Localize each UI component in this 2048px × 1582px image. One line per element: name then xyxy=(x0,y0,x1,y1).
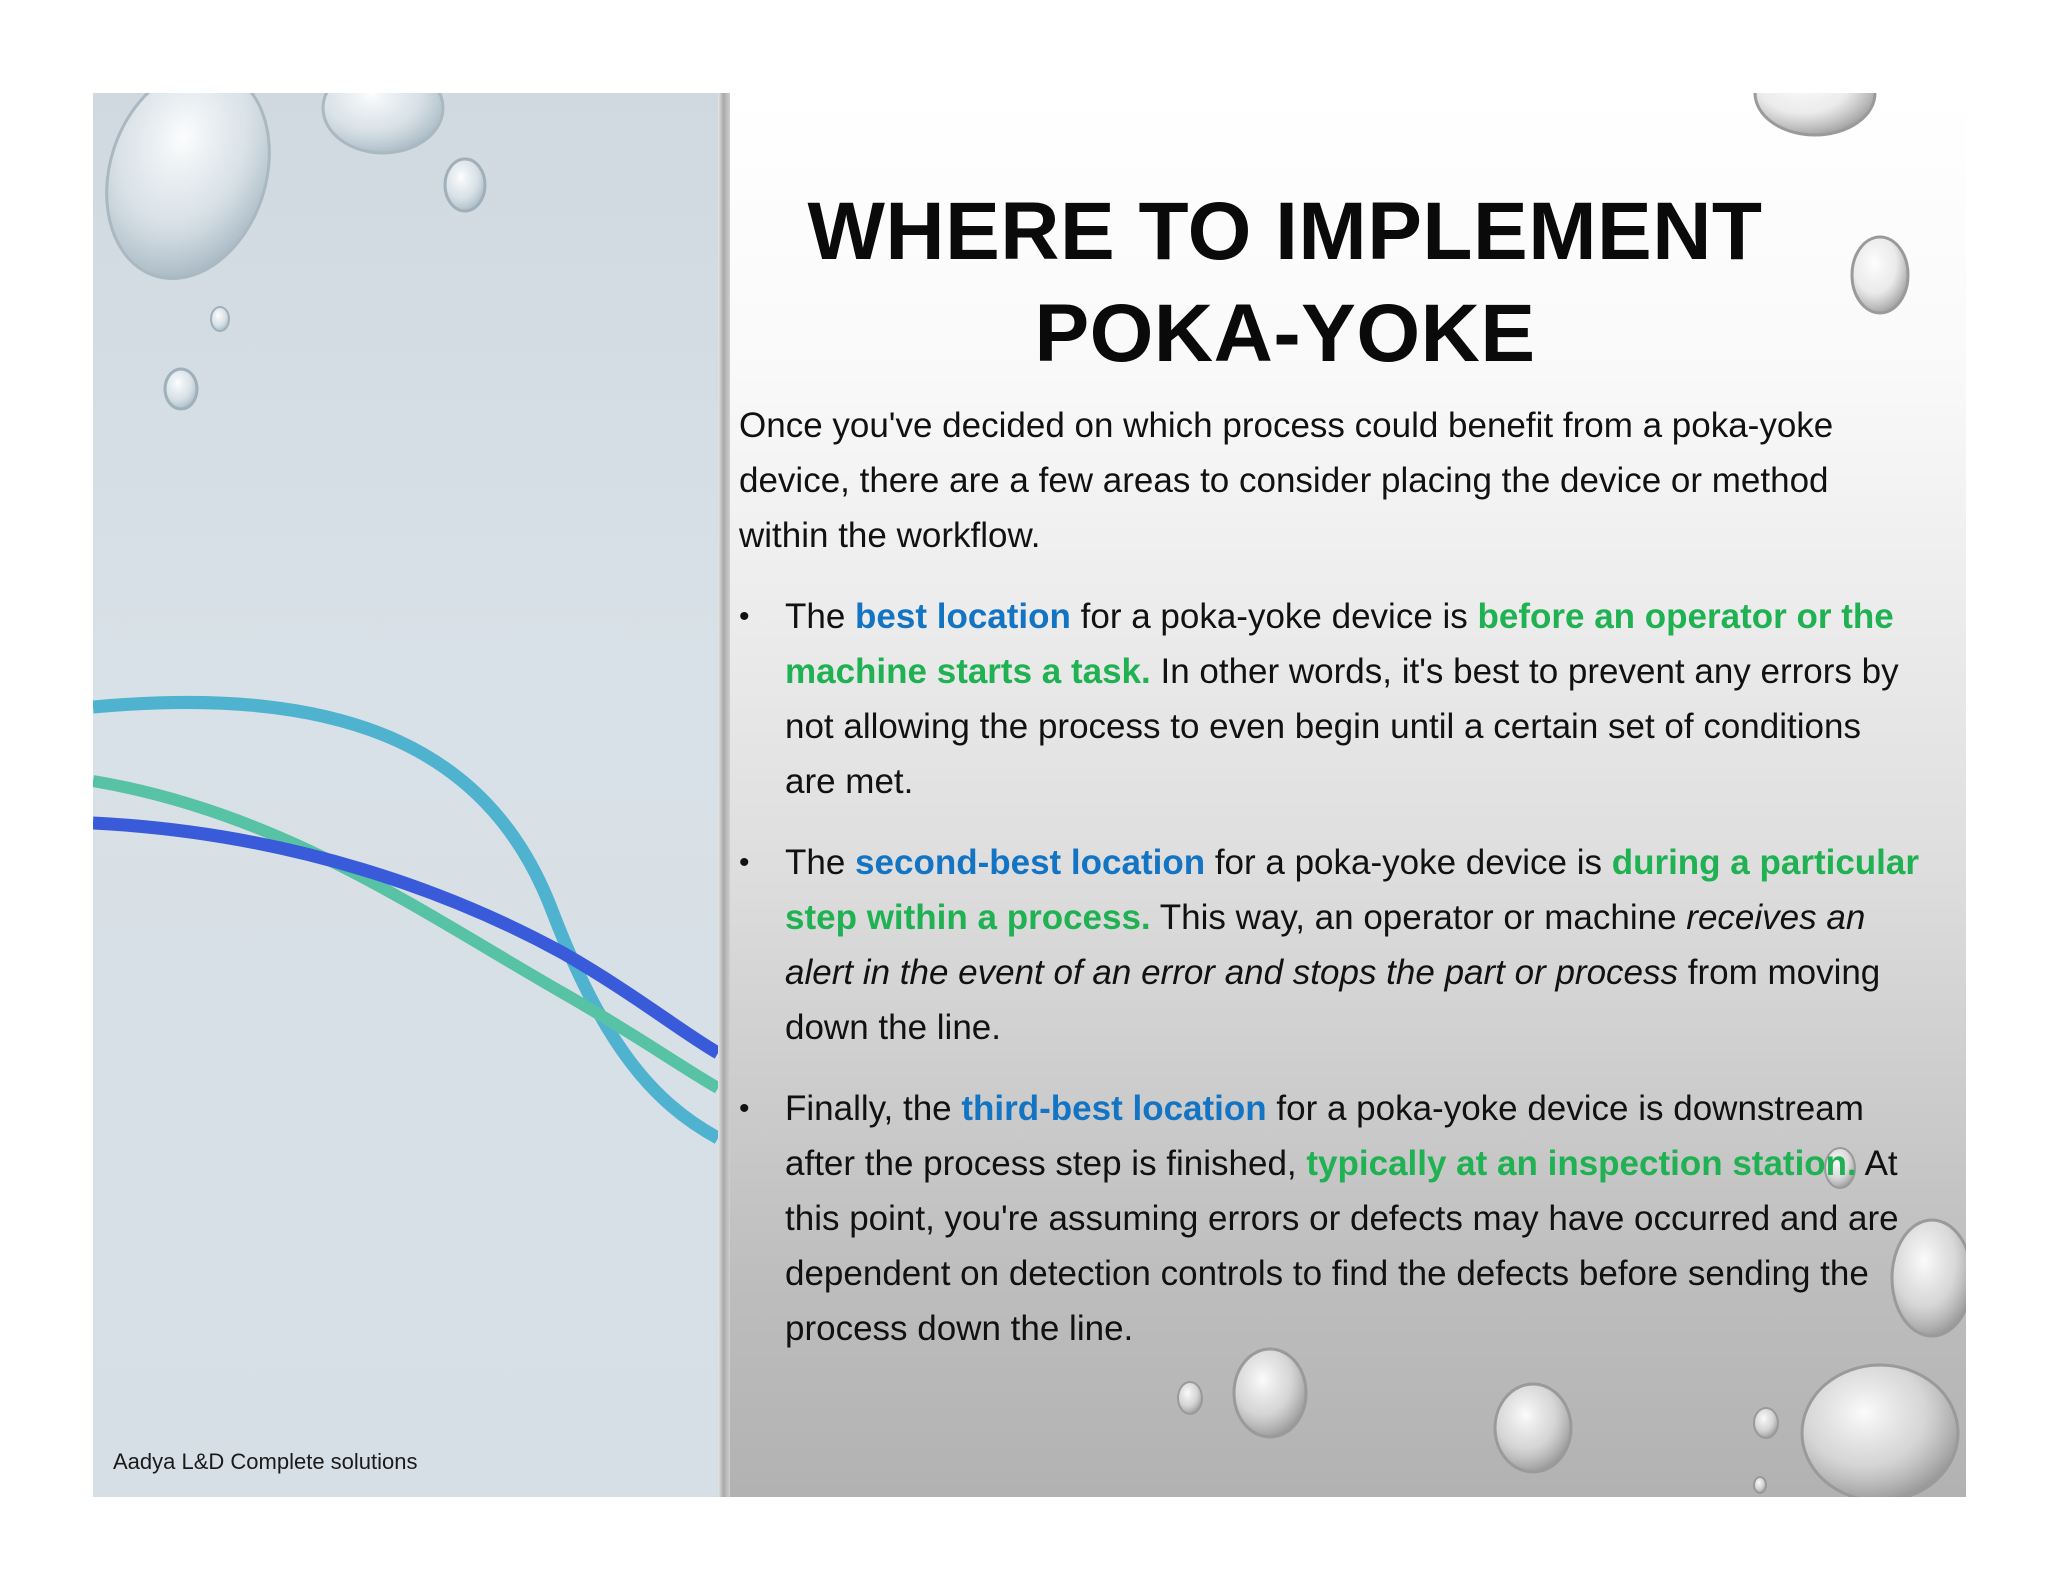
bullet-icon: • xyxy=(739,600,750,633)
text-run: for a poka-yoke device is xyxy=(1070,597,1478,636)
key-phrase: best location xyxy=(855,597,1071,636)
text-run: In other words, it's best to prevent any errors by not allowing the process to even begin until a certain set of conditions are met. xyxy=(785,652,1899,801)
bullet-icon: • xyxy=(739,846,750,879)
key-phrase: second-best location xyxy=(855,843,1206,882)
cable-teal xyxy=(93,702,718,1138)
title-line-1: WHERE TO IMPLEMENT xyxy=(807,186,1763,277)
panel-divider xyxy=(718,93,730,1497)
text-run: for a poka-yoke device is xyxy=(1205,843,1612,882)
slide-body xyxy=(739,398,1919,1382)
left-decor-panel xyxy=(93,93,718,1497)
text-run: At this point, you're assuming errors or defects may have occurred and are dependent on detection controls to find the defects before sending the process down the line. xyxy=(785,1144,1899,1348)
highlight-phrase: typically at an inspection station. xyxy=(1306,1144,1857,1183)
italic-phrase: receives an alert in the event of an error and stops the part or process xyxy=(785,898,1866,992)
bullet-item-3 xyxy=(739,1081,1919,1356)
title-line-2: POKA-YOKE xyxy=(1034,288,1536,379)
bullet-list xyxy=(739,589,1919,1356)
water-drops-left xyxy=(93,93,718,1497)
highlight-phrase: during a particular step within a process. xyxy=(785,843,1919,937)
slide-title xyxy=(730,181,1840,385)
cable-blue xyxy=(93,823,718,1053)
key-phrase: third-best location xyxy=(961,1089,1267,1128)
text-run: from moving down the line. xyxy=(785,953,1881,1047)
slide xyxy=(93,93,1966,1497)
bullet-icon: • xyxy=(739,1092,750,1125)
bullet-item-1 xyxy=(739,589,1919,809)
text-run: The xyxy=(785,843,856,882)
bullet-item-2 xyxy=(739,835,1919,1055)
highlight-phrase: before an operator or the machine starts a task. xyxy=(785,597,1894,691)
text-run: Finally, the xyxy=(785,1089,962,1128)
intro-paragraph: Once you've decided on which process could benefit from a poka-yoke device, there are a few areas to consider placing the device or method within the workflow. xyxy=(739,406,1834,555)
text-run: This way, an operator or machine xyxy=(1150,898,1687,937)
text-run: for a poka-yoke device is downstream after the process step is finished, xyxy=(785,1089,1864,1183)
text-run: The xyxy=(785,597,856,636)
footer-text: Aadya L&D Complete solutions xyxy=(113,1449,418,1474)
